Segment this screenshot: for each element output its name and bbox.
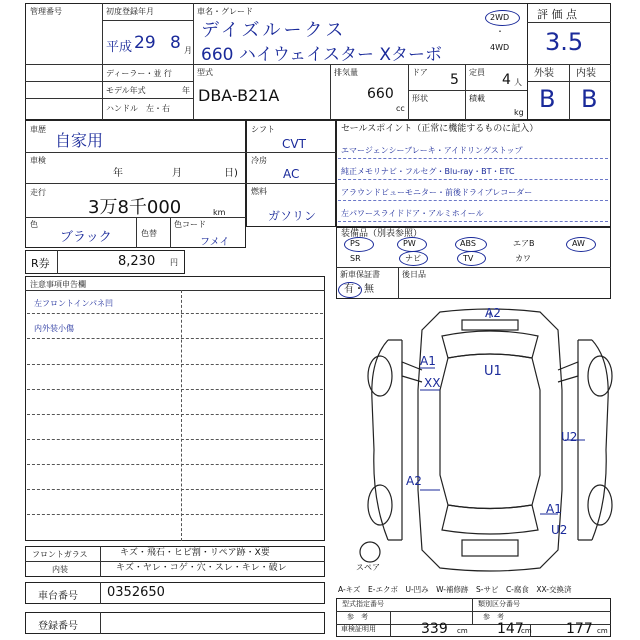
registration-label: 登録番号 [38,621,78,632]
displacement-value: 660 [367,86,394,102]
width-value: 147 [497,621,524,637]
car-name-label: 車名・グレード [197,7,253,16]
height-unit: cm [597,627,608,635]
length-value: 339 [421,621,448,637]
fuel-value: ガソリン [268,209,317,223]
windshield-value: キズ・飛石・ヒビ割・リペア跡・X要 [120,548,270,558]
mark-xx-left-front: XX [424,376,441,390]
spare-label: スペア [356,563,380,572]
interior-label: 内装 [576,68,596,79]
selling-point-1: エマージェンシーブレーキ・アイドリングストップ [341,146,523,155]
grade: 660 ハイウェイスター Xターボ [201,45,443,65]
equipment-title: 装備品（別表参照） [341,229,423,239]
class-label: 車歴 [30,125,46,134]
equip-navi: ナビ [405,254,421,263]
selling-point-3: アラウンドビューモニター・前後ドライブレコーダー [341,188,533,197]
ac-label: 冷房 [251,156,267,165]
mgmt-no-label: 管理番号 [30,7,62,16]
handle-label: ハンドル 左・右 [106,104,170,113]
mileage-value: 3万8千000 [88,197,182,218]
selling-title: セールスポイント（正常に機能するものに記入） [341,124,539,134]
km-unit: km [213,208,226,217]
exterior-label: 外装 [534,68,554,79]
equip-leather: カワ [515,254,531,263]
summary-interior-label: 内装 [52,565,68,574]
inspection-label: 車検 [30,156,46,165]
backup-label: 後日品 [402,270,426,279]
first-reg-month-unit: 月 [184,46,192,55]
warranty-label: 新車保証書 [340,270,380,279]
height-value: 177 [566,621,593,637]
shape-label: 形状 [412,94,428,103]
color-label: 色 [30,220,38,229]
load-label: 積載 [469,94,485,103]
equip-aw: AW [572,239,585,248]
fuel-label: 燃料 [251,187,267,196]
mark-u2-right: U2 [561,430,578,444]
equip-sr: SR [350,254,361,263]
recolor-label: 色替 [141,229,157,238]
mark-u1-roof: U1 [484,364,502,379]
equip-abs: ABS [460,239,476,248]
shift-label: シフト [251,125,275,134]
doors-value: 5 [450,72,459,88]
length-unit: cm [457,627,468,635]
mark-a1-right-rear: A1 [546,502,562,516]
note-line-1: 左フロントインパネ凹 [34,299,114,308]
selling-point-4: 左パワースライドドア・アルミホイール [341,209,484,218]
inspection-day-unit: 日) [224,168,238,179]
equip-tv: TV [463,254,474,263]
recycle-label: R券 [31,257,50,270]
mark-a2-left-rear: A2 [406,474,422,488]
damage-legend: A-キズ E-エクボ U-凹み W-補修跡 S-サビ C-腐食 XX-交換済 [338,585,572,594]
windshield-label: フロントガラス [32,550,88,559]
ac-value: AC [283,167,300,181]
displacement-label: 排気量 [334,68,358,77]
capacity-unit: 人 [514,78,522,87]
selling-point-2: 純正メモリナビ・フルセグ・Blu-ray・BT・ETC [341,167,515,176]
cc-unit: cc [396,104,405,113]
first-reg-year: 29 [134,33,156,53]
drive-4wd: 4WD [490,43,510,52]
class-value: 自家用 [55,131,104,150]
warranty-value: 有・無 [344,284,374,295]
notes-title: 注意事項申告欄 [30,280,86,289]
doors-label: ドア [412,68,428,77]
inspection-year-unit: 年 [113,168,123,179]
capacity-value: 4 [502,72,511,88]
mark-u2-right-rear: U2 [551,523,568,537]
exterior-grade: B [539,85,556,113]
summary-interior-value: キズ・ヤレ・コゲ・穴・スレ・キレ・破レ [116,563,287,573]
note-line-2: 内外装小傷 [34,324,74,333]
interior-grade: B [581,85,598,113]
mark-a2-front: A2 [485,306,501,320]
type-cert-label: 型式指定番号 [342,600,384,608]
chassis-value: 0352650 [107,585,165,600]
color-value: ブラック [60,230,112,245]
eval-score: 3.5 [545,28,584,56]
first-reg-month: 8 [170,33,181,53]
drive-dot: ・ [496,27,504,36]
mark-a1-left-front: A1 [420,354,436,368]
first-reg-era: 平成 [106,40,133,55]
equip-pw: PW [403,239,416,248]
model-year-label: モデル年式 [106,86,146,95]
color-code-value: フメイ [200,237,230,248]
shift-value: CVT [282,137,306,151]
drive-2wd: 2WD [490,13,510,22]
kg-unit: kg [514,108,524,117]
inspection-month-unit: 月 [172,168,182,179]
notes-frame [25,276,325,541]
eval-label: 評 価 点 [537,8,577,21]
first-reg-label: 初度登録年月 [106,7,154,16]
equip-airbag: エアB [513,239,535,248]
type-label: 型式 [197,68,213,77]
recycle-unit: 円 [170,258,178,267]
category-ref: 参 考 [483,613,504,621]
color-code-label: 色コード [174,220,206,229]
category-label: 類別区分番号 [478,600,520,608]
equip-ps: PS [350,239,360,248]
model-year-unit: 年 [182,86,190,95]
capacity-label: 定員 [469,68,485,77]
width-unit: cm [521,627,532,635]
car-name: デイズルークス [201,20,347,41]
recycle-value: 8,230 [118,254,156,269]
type-cert-ref: 参 考 [347,613,368,621]
length-label: 車検証明用 [341,625,376,633]
dealer-label: ディーラー・並 行 [106,69,172,78]
chassis-label: 車台番号 [38,591,78,602]
type-value: DBA-B21A [198,86,280,105]
mileage-label: 走行 [30,188,46,197]
